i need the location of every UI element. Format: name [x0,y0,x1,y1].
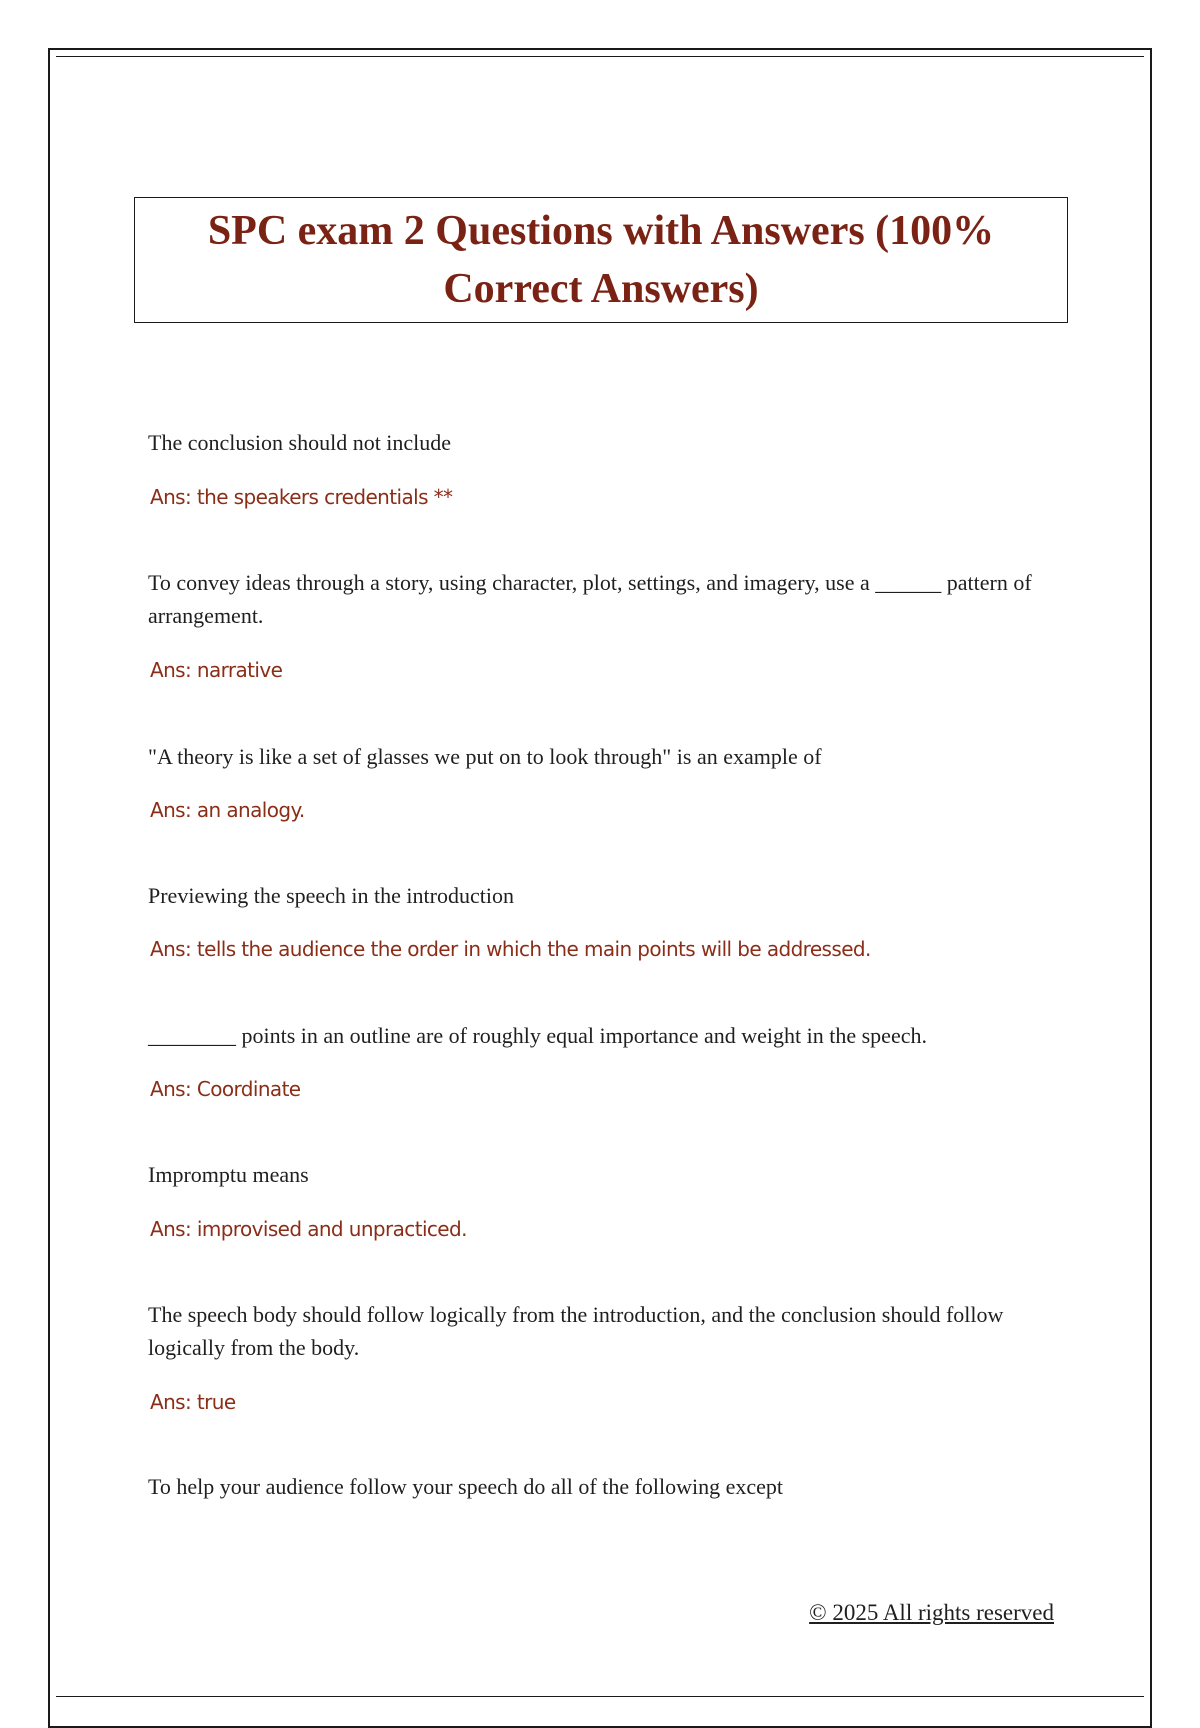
answer-5: Ans: Coordinate [150,1077,301,1101]
answer-4: Ans: tells the audience the order in which the main points will be addressed. [150,937,871,961]
document-title: SPC exam 2 Questions with Answers (100% Correct Answers) [207,208,995,312]
question-7: The speech body should follow logically from the introduction, and the conclusion should follow logically from the body. [148,1302,1004,1360]
question-8: To help your audience follow your speech do all of the following except [148,1474,784,1499]
answer-7: Ans: true [150,1390,236,1414]
answer-3: Ans: an analogy. [150,798,305,822]
copyright-footer: © 2025 All rights reserved [809,1600,1054,1625]
question-3: "A theory is like a set of glasses we put on to look through" is an example of [148,744,822,769]
question-4: Previewing the speech in the introduction [148,883,514,908]
question-2: To convey ideas through a story, using character, plot, settings, and imagery, use a ______ pattern of arrangement. [148,570,1032,628]
answer-1: Ans: the speakers credentials ** [150,485,453,509]
answer-2: Ans: narrative [150,658,283,682]
title-box [134,197,1068,323]
answer-6: Ans: improvised and unpracticed. [150,1217,467,1241]
question-5: ________ points in an outline are of roughly equal importance and weight in the speech. [148,1023,927,1048]
question-1: The conclusion should not include [148,430,452,455]
question-6: Impromptu means [148,1162,309,1187]
